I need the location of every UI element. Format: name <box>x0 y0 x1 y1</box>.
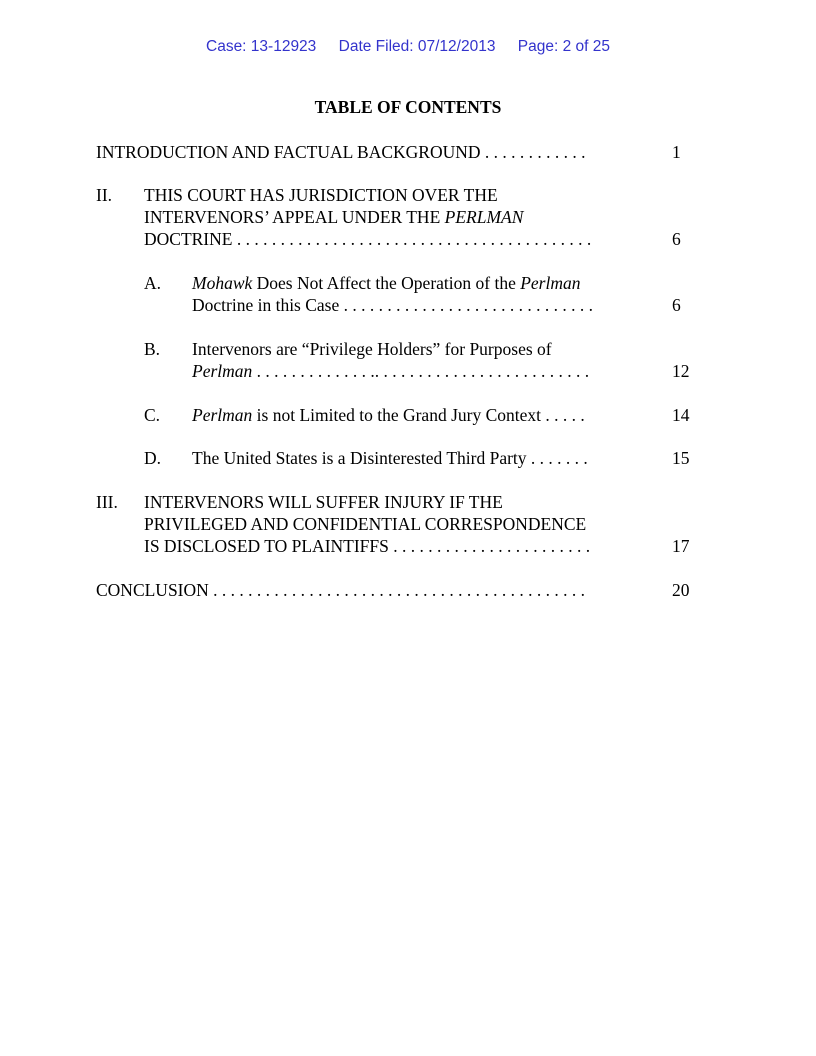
toc-entry-text: is not Limited to the Grand Jury Context . . . . . <box>252 405 585 425</box>
page-indicator: Page: 2 of 25 <box>517 38 610 55</box>
toc-entry-text: . . . . . . . . . . . . . .. . . . . . . . . . . . . . . . . . . . . . . . . <box>252 361 590 381</box>
toc-entry-text: Does Not Affect the Operation of the <box>252 273 521 293</box>
toc-entry-label: Intervenors are “Privilege Holders” for Purposes of <box>192 339 552 359</box>
toc-entry-label: THIS COURT HAS JURISDICTION OVER THE <box>144 185 498 205</box>
toc-entry-label <box>192 272 581 294</box>
toc-page-number: 6 <box>672 295 681 315</box>
toc-entry-label: IS DISCLOSED TO PLAINTIFFS . . . . . . . . . . . . . . . . . . . . . . . <box>144 536 591 556</box>
toc-entry-label: INTRODUCTION AND FACTUAL BACKGROUND . . . . . . . . . . . . <box>96 142 586 162</box>
toc-entry-italic-text: Mohawk <box>192 273 253 293</box>
toc-entry-italic-text: Perlman <box>192 361 253 381</box>
page-title: TABLE OF CONTENTS <box>314 97 502 117</box>
toc-section-number: II. <box>96 185 113 205</box>
toc-section-number: C. <box>144 405 161 425</box>
toc-entry-label <box>192 360 589 382</box>
date-filed: Date Filed: 07/12/2013 <box>338 38 496 55</box>
toc-section-number: D. <box>144 448 162 468</box>
toc-entry-label: INTERVENORS WILL SUFFER INJURY IF THE <box>144 492 503 512</box>
filing-header <box>0 38 816 56</box>
toc-entry-label: Doctrine in this Case . . . . . . . . . . . . . . . . . . . . . . . . . . . . . <box>192 295 594 315</box>
toc-entry-label <box>192 404 585 426</box>
toc-entry-text: INTERVENORS’ APPEAL UNDER THE <box>144 207 445 227</box>
toc-page-number: 17 <box>672 536 690 556</box>
toc-entry-label <box>144 206 523 228</box>
toc-page-number: 20 <box>672 580 690 600</box>
toc-section-number: B. <box>144 339 161 359</box>
toc-entry-label: PRIVILEGED AND CONFIDENTIAL CORRESPONDENCE <box>144 514 587 534</box>
toc-entry-label: CONCLUSION . . . . . . . . . . . . . . . . . . . . . . . . . . . . . . . . . . . . . . . . . . . <box>96 580 586 600</box>
toc-entry-italic-text: PERLMAN <box>444 207 524 227</box>
case-number: Case: 13-12923 <box>206 38 317 55</box>
toc-section-number: III. <box>96 492 118 512</box>
toc-section-number: A. <box>144 273 162 293</box>
toc-page-number: 14 <box>672 405 690 425</box>
toc-entry-italic-text: Perlman <box>192 405 253 425</box>
toc-page-number: 12 <box>672 361 690 381</box>
toc-page-number: 1 <box>672 142 681 162</box>
toc-entry-italic-text: Perlman <box>520 273 581 293</box>
toc-page-number: 15 <box>672 448 690 468</box>
toc-entry-label: The United States is a Disinterested Third Party . . . . . . . <box>192 448 588 468</box>
toc-page-number: 6 <box>672 229 681 249</box>
toc-entry-label: DOCTRINE . . . . . . . . . . . . . . . . . . . . . . . . . . . . . . . . . . . . . . . . . <box>144 229 592 249</box>
